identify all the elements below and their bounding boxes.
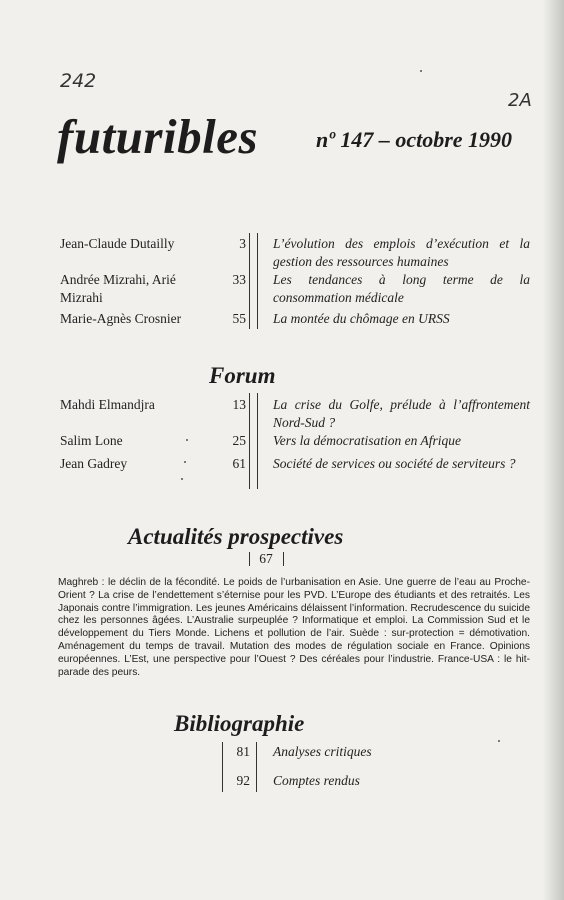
actualites-page: 67 <box>259 551 273 566</box>
forum-page: 25 <box>232 433 246 448</box>
article-page: 33 <box>232 272 246 287</box>
divider-right <box>257 393 258 489</box>
article-title[interactable]: L’évolution des emplois d’exécution et la gestion des ressources humaines <box>273 236 530 269</box>
forum-title[interactable]: Société de services ou société de serviteurs ? <box>273 456 516 471</box>
forum-page: 13 <box>232 397 246 412</box>
page-edge-shadow <box>542 0 564 900</box>
forum-title[interactable]: La crise du Golfe, prélude à l’affrontement Nord-Sud ? <box>273 397 530 430</box>
article-title[interactable]: La montée du chômage en URSS <box>273 311 450 326</box>
forum-title[interactable]: Vers la démocratisation en Afrique <box>273 433 461 448</box>
issue-number: nº 147 – octobre 1990 <box>316 127 513 152</box>
forum-author: Jean Gadrey <box>60 456 128 471</box>
divider-right <box>283 552 284 566</box>
bibliographie-page: 92 <box>236 773 250 788</box>
bibliographie-heading: Bibliographie <box>174 711 305 736</box>
actualites-summary: Maghreb : le déclin de la fécondité. Le poids de l’urbanisation en Asie. Une guerre de l’eau au Proche-Orient ? La crise de l’endettement s’éternise pour les PVD. L’Europe des étudiants et des retraités. Les Japonais contre l’immigration. Les jeunes Américains délaissent l’information. Recrudescence du suicide chez les personnes âgées. L’Australie surpeuplée ? Informatique et emploi. La Commission Sud et le développement du Tiers Monde. Lichens et pollution de l’air. Suède : sur-protection = démotivation. Aménagement du temps de travail. Mutation des modes de régulation sociale en France. Opinions européennes. L’Est, une perspective pour l’Ouest ? Des céréales pour l’industrie. France-USA : le hit-parade des peurs. <box>58 577 530 678</box>
handwritten-note-left: 242 <box>60 70 97 92</box>
bibliographie-title[interactable]: Analyses critiques <box>273 744 372 759</box>
article-author: Marie-Agnès Crosnier <box>60 311 182 326</box>
bibliographie-title[interactable]: Comptes rendus <box>273 773 360 788</box>
divider-right <box>256 742 257 792</box>
forum-author: Salim Lone <box>60 433 123 448</box>
divider-left <box>222 742 223 792</box>
scan-speck <box>184 461 186 463</box>
scan-speck <box>181 478 183 480</box>
handwritten-note-right: 2A <box>508 90 532 111</box>
divider-left <box>249 233 250 329</box>
forum-page: 61 <box>232 456 246 471</box>
article-page: 55 <box>232 311 246 326</box>
article-author: Andrée Mizrahi, Arié Mizrahi <box>60 272 176 305</box>
divider-left <box>249 552 250 566</box>
article-page: 3 <box>239 236 246 251</box>
divider-left <box>249 393 250 489</box>
forum-heading: Forum <box>209 363 276 388</box>
scan-speck <box>498 740 500 742</box>
bibliographie-page: 81 <box>236 744 250 759</box>
article-title[interactable]: Les tendances à long terme de la consommation médicale <box>273 272 530 305</box>
masthead-title: futuribles <box>57 109 259 164</box>
actualites-heading: Actualités prospectives <box>128 524 344 549</box>
article-author: Jean-Claude Dutailly <box>60 236 175 251</box>
forum-author: Mahdi Elmandjra <box>60 397 155 412</box>
divider-right <box>257 233 258 329</box>
scan-speck <box>186 439 188 441</box>
scan-speck <box>420 70 422 72</box>
